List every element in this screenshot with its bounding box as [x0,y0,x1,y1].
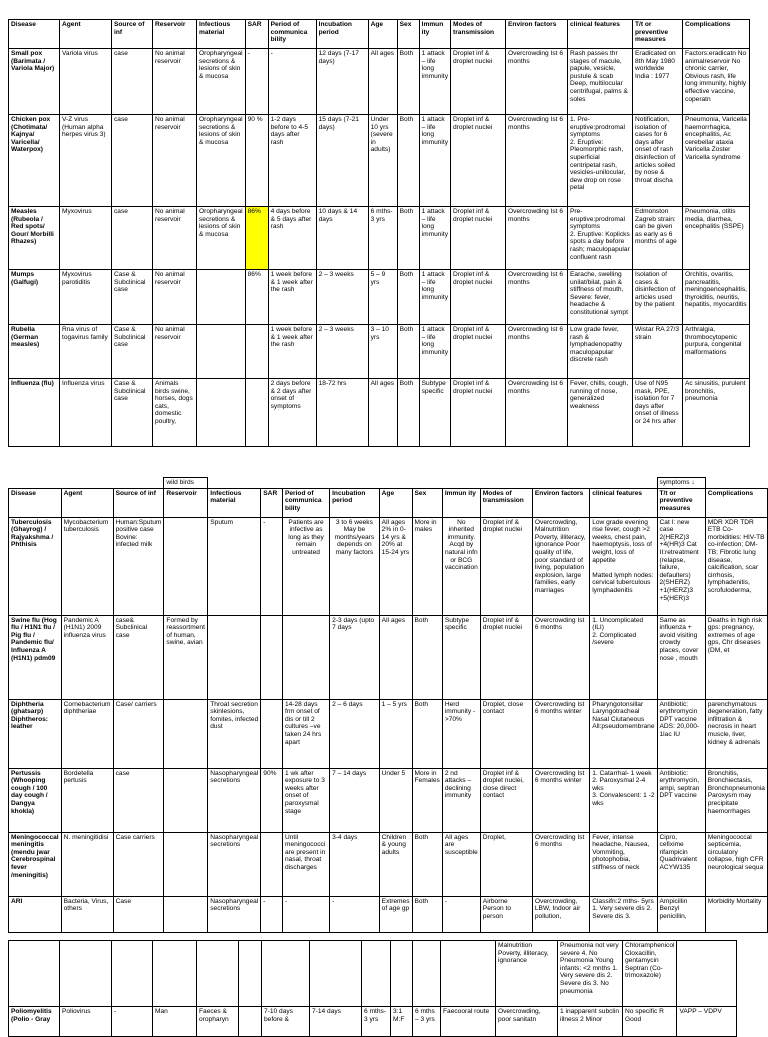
table-cell: Oropharyngeal secretions & lesions of skin & mucosa [197,207,246,270]
table-cell: Overcrowding, poor sanitatn [496,1007,558,1037]
table-cell: Airborne Person to person [480,896,532,932]
table-cell: Droplet inf & droplet nuclei [451,115,506,207]
header-cell: Immun ity [442,488,480,517]
header-cell: Environ factors [506,20,568,49]
table-cell: Classifn:2 mths- 5yrs 1. Very severe dis 2. Severe dis 3. [590,896,657,932]
table-cell [261,699,283,768]
table-cell: Both [397,115,419,207]
table-cell: Both [412,699,442,768]
table-cell: Overcrowding, Malnutrition Poverty, illiteracy, ignorance Poor quality of life, poor standard of living, population explosion, large families, early marriages [532,517,589,615]
empty-cell [705,478,767,489]
header-cell: Modes of transmission [480,488,532,517]
table-cell: Both [412,832,442,896]
empty-cell [590,478,657,489]
table-cell: Case/ carriers [113,699,164,768]
empty-cell [282,478,329,489]
table-cell: Bacteria, Virus, others [61,896,113,932]
disease-name: Measles (Rubeola / Red spots/ Gour/ Morbilli Rhazes) [9,207,60,270]
header-cell: Complications [683,20,750,49]
table-cell: Factors:eradicatn No animalreservoir No chronic carrier, Obvious rash, life long immunity, highly effective vaccine, coperatn [683,49,750,115]
table-cell: V-Z virus (Human alpha herpes virus 3) [60,115,112,207]
table-cell: 1 – 5 yrs [379,699,412,768]
table-cell: Subtype specific [419,379,450,447]
table-cell: Until meningococci are present in nasal, throat discharges [282,832,329,896]
table-cell [164,832,208,896]
table-cell [197,270,246,325]
table-cell: No animal reservoir [153,270,197,325]
table-cell: - [330,896,380,932]
table-header-row [9,488,768,517]
table-cell: Case & Subclinical case [112,379,153,447]
table-cell [261,615,283,699]
header-cell: T/t or preventive measures [633,20,683,49]
disease-name: Tuberculosis (Ghayrog) / Rajyakshma / Phthisis [9,517,62,615]
table-cell: VAPP – VDPV [677,1007,737,1037]
table-cell: No animal reservoir [153,49,197,115]
table-cell: Case carriers [113,832,164,896]
empty-cell [197,941,239,1007]
table-cell: Overcrowding Ist 6 months [506,270,568,325]
table-cell: 90 % [245,115,268,207]
header-cell: Source of inf [113,488,164,517]
table-cell: All ages are susceptible [442,832,480,896]
table-row [9,941,737,1007]
table-cell: Myxovirus [60,207,112,270]
table-cell: Pharyngotonsillar Laryngotracheal Nasal Ciutaneous All:pseudomembrane [590,699,657,768]
table-header-row [9,20,750,49]
table-cell: Faecooral route [441,1007,496,1037]
header-cell: Age [379,488,412,517]
table-cell: Low grade fever, rash & lymphadenopathy maculopapular discrete rash [568,325,633,379]
table-cell: Extremes of age gp [379,896,412,932]
header-cell: Infectious material [208,488,261,517]
disease-name: Rubella (German measles) [9,325,60,379]
table-cell: Droplet inf & droplet nuclei [451,270,506,325]
table-cell: Pneumonia, otitis media, diarrhea, encephalitis (SSPE) [683,207,750,270]
table-cell: Case [113,896,164,932]
table-cell: Children & young adults [379,832,412,896]
table-cell: No animal reservoir [153,115,197,207]
table-cell: 1 attack – life long immunity [419,325,450,379]
table-cell: Subtype specific [442,615,480,699]
table-cell: Throat secretion skinlesions, fomites, infected dust [208,699,261,768]
empty-cell [391,941,413,1007]
disease-name: Diphtheria (ghatsarp) Diphtheros: leather [9,699,62,768]
table-cell: case [112,207,153,270]
table-cell: 5 – 9 yrs [368,270,397,325]
table-cell [245,325,268,379]
table-cell: 86% [245,270,268,325]
table-cell: Low grade evening rise fever, cough >2 weeks, chest pain, haemoptysis, loss of weight, loss of appetite Matted lymph nodes: cervical tuberculous lymphadenitis [590,517,657,615]
table-cell: Arthralgia, thrombocytopenic purpura, congenital malformations [683,325,750,379]
table-cell: 4 days before & 5 days after rash [268,207,316,270]
empty-cell [441,941,496,1007]
table-cell: Ampicillin Benzyl penicillin, [657,896,705,932]
table-cell: Sputum [208,517,261,615]
table-cell [164,699,208,768]
table-cell: 1 inapparent subclin illness 2 Minor [558,1007,623,1037]
table-cell: Patients are infective as long as they remain untreated [282,517,329,615]
table-cell [239,1007,262,1037]
empty-cell [480,478,532,489]
table-cell: 3 – 10 yrs [368,325,397,379]
empty-cell [442,478,480,489]
table-cell: Influenza virus [60,379,112,447]
table-cell: All ages 2% in 0-14 yrs & 20% at 15-24 yrs [379,517,412,615]
empty-cell [60,941,112,1007]
table-cell: 1 attack – life long immunity [419,49,450,115]
table-cell: Overcrowding Ist 6 months [506,115,568,207]
header-cell: Incubation period [330,488,380,517]
table-cell [261,832,283,896]
header-cell: Sex [412,488,442,517]
table-cell: Overcrowding Ist 6 months winter [532,699,589,768]
empty-cell [239,941,262,1007]
table-cell: 15 days (7-21 days) [316,115,368,207]
table-cell: 1 attack – life long immunity [419,207,450,270]
header-cell: Source of inf [112,20,153,49]
table-cell: Deaths in high risk gps: pregnancy, extremes of age gps, Chr diseases (DM, et [705,615,767,699]
table-cell: parenchymatous degeneration, fatty infiltration & necrosis in heart muscle, liver, kidney & adrenals [705,699,767,768]
table-cell: 1. Uncomplicated (ILI) 2. Complicated /severe [590,615,657,699]
table-cell: Mycobacterium tuberculosis [61,517,113,615]
table-cell: Meningococcal septicemia, circulatory collapse, high CFR neurological sequa [705,832,767,896]
table-cell: 2 days before & 2 days after onset of symptoms [268,379,316,447]
table-cell [197,379,246,447]
table-cell: Ac sinusitis, purulent bronchitis, pneumonia [683,379,750,447]
table-cell: 1 attack – life long immunity [419,115,450,207]
header-cell: Environ factors [532,488,589,517]
table-cell: Overcrowding Ist 6 months [506,325,568,379]
table-cell [282,615,329,699]
table-cell: Wistar RA 27/3 strain [633,325,683,379]
table-cell: Antibiotic: erythromycin DPT vaccine ADS: 20,000-1lac IU [657,699,705,768]
table-cell: More in Females [412,768,442,832]
table-cell [164,517,208,615]
table-cell: - [442,896,480,932]
continuation-row [9,478,768,489]
table-cell: Cipro, cefixime rifampicin Quadrivalent ACYW135 [657,832,705,896]
table-cell: 7-14 days [310,1007,362,1037]
empty-cell [330,478,380,489]
table-cell: Nasopharyngeal secretions [208,832,261,896]
empty-cell [61,478,113,489]
header-cell: Period of communica bility [282,488,329,517]
table-cell: N. meningitidisi [61,832,113,896]
disease-table-1 [8,19,750,447]
empty-cell [262,941,310,1007]
table-cell: 2-3 days (upto 7 days [330,615,380,699]
empty-cell [113,478,164,489]
table-cell: Droplet inf & droplet nuclei [480,615,532,699]
table-cell: Under 10 yrs (severe in adults) [368,115,397,207]
header-cell: SAR [245,20,268,49]
table-row [9,517,768,615]
table-cell: Edmonston Zagreb strain: can be given as early as 6 months of age [633,207,683,270]
table-cell: - [261,517,283,615]
table-cell: No animal reservoir [153,325,197,379]
header-cell: SAR [261,488,283,517]
table-row [9,115,750,207]
table-cell: Faeces & oropharyn [197,1007,239,1037]
table-row [9,1007,737,1037]
table-cell: 7-10 days before & [262,1007,310,1037]
header-cell: Reservoir [164,488,208,517]
table-cell: 2 – 3 weeks [316,325,368,379]
table-cell: case [113,768,164,832]
table-cell: Animals birds swine, horses, dogs cats, domestic poultry, [153,379,197,447]
table-cell: Antibiotic: erythromycin, ampi, septran DPT vaccine [657,768,705,832]
table-cell: Nasopharyngeal secretions [208,896,261,932]
header-cell: Incubation period [316,20,368,49]
header-cell: Immun ity [419,20,450,49]
empty-cell [261,478,283,489]
table-cell: Bordetella pertusis [61,768,113,832]
table-cell: Droplet inf & droplet nuclei [451,325,506,379]
table-cell: case [112,115,153,207]
table-cell: Bronchitis, Bronchiectasis, Bronchopneumonia Paroxysm may precipitate haemorrhages [705,768,767,832]
header-cell: Sex [397,20,419,49]
table-cell: Pandemic A (H1N1) 2009 influenza virus [61,615,113,699]
table-cell: All ages [368,49,397,115]
empty-cell [677,941,737,1007]
table-cell: Morbidity Mortality [705,896,767,932]
table-cell: - [112,1007,153,1037]
table-cell: Oropharyngeal secretions & lesions of skin & mucosa [197,49,246,115]
table-cell: case& Subclinical case [113,615,164,699]
table-cell: Cornebacterium diphtheriae [61,699,113,768]
table-cell: No inherited immunity. Acqd by natural infn or BCG vaccination [442,517,480,615]
table-cell: 90% [261,768,283,832]
table-cell: 1 wk after exposure to 3 weeks after onset of paroxysmal stage [282,768,329,832]
table-cell: 1. Pre-eruptive:prodromal symptoms 2. Eruptive: Pleomorphic rash, superficial centripetal rash, vesicles-unilocular, dew drop on rose petal [568,115,633,207]
table-cell: Overcrowding Ist 6 months [506,49,568,115]
table-cell: Pneumonia not very severe 4. No Pneumonia Young infants: <2 mnths 1. Very severe dis 2. Severe dis 3. No pneumonia [558,941,623,1007]
table-cell-highlighted: 86% [245,207,268,270]
table-cell: Notification, isolation of cases for 6 days after onset of rash disinfection of articles soiled by nose & throat discha [633,115,683,207]
table-cell: Overcrowding Ist 6 months [506,207,568,270]
header-cell: Disease [9,20,60,49]
empty-cell [208,478,261,489]
empty-cell [413,941,441,1007]
table-cell [208,615,261,699]
table-cell: Both [397,49,419,115]
table-cell: Herd immunity ->70% [442,699,480,768]
table-cell: All ages [379,615,412,699]
table-cell: Droplet inf & droplet nuclei [451,49,506,115]
table-cell: case [112,49,153,115]
table-cell: - [268,49,316,115]
table-cell: 1 attack – life long immunity [419,270,450,325]
table-cell: Droplet inf & droplet nuclei [480,517,532,615]
table-row [9,768,768,832]
table-cell: Earache, swelling unilat/bilat, pain & stiffness of mouth, Severe: fever, headache & constitutional sympt [568,270,633,325]
table-cell: Case & Subclinical case [112,270,153,325]
continuation-cell: wild birds [164,478,208,489]
empty-cell [9,478,62,489]
empty-cell [362,941,391,1007]
table-cell: Man [153,1007,197,1037]
table-cell: 18-72 hrs [316,379,368,447]
table-cell: Orchitis, ovaritis, pancreatitis, meningoencephalitis, thyroiditis, neuritis, hepatitis, myocarditis [683,270,750,325]
header-cell: clinical features [590,488,657,517]
table-cell: 10 days & 14 days [316,207,368,270]
table-row [9,379,750,447]
table-cell: 6 mths – 3 yrs [413,1007,441,1037]
header-cell: T/t or preventive measures [657,488,705,517]
table-cell: Both [397,325,419,379]
disease-name: Poliomyelitis (Polio - Gray [9,1007,60,1037]
header-cell: Period of communica bility [268,20,316,49]
table-cell: Under 5 [379,768,412,832]
empty-cell [379,478,412,489]
table-cell: Droplet inf & droplet nuclei, close direct contact [480,768,532,832]
table-cell: Human:Sputum positive case Bovine: infected milk [113,517,164,615]
table-cell: Eradicated on 8th May 1980 worldwide India : 1977 [633,49,683,115]
table-cell: Formed by reassortment of human, swine, avian [164,615,208,699]
empty-cell [112,941,153,1007]
table-cell: Droplet inf & droplet nuclei [451,207,506,270]
header-cell: Disease [9,488,62,517]
table-cell: All ages [368,379,397,447]
table-cell: Both [397,379,419,447]
table-cell: Malnutrition Poverty, illiteracy, ignorance [496,941,558,1007]
table-cell: Overcrowding, LBW, Indoor air pollution, [532,896,589,932]
table-cell: Poliovirus [60,1007,112,1037]
table-cell: 3-4 days [330,832,380,896]
table-cell: Droplet inf & droplet nuclei [451,379,506,447]
table-cell: - [261,896,283,932]
disease-name: Influenza (flu) [9,379,60,447]
table-cell: - [245,49,268,115]
table-row [9,832,768,896]
table-cell: Droplet, close contact [480,699,532,768]
table-cell [197,325,246,379]
table-row [9,270,750,325]
disease-table-3 [8,940,737,1037]
disease-name: Swine flu (Hog flu / H1N1 flu / Pig flu / Pandemic flu/ Influenza A (H1N1) pdm09 [9,615,62,699]
header-cell: Agent [60,20,112,49]
disease-name: Mumps (Galfugi) [9,270,60,325]
table-cell: Use of N95 mask, PPE, isolation for 7 days after onset of illness or 24 hrs after [633,379,683,447]
table-cell: Same as influenza + avoid visiting crowdy places, cover nose , mouth [657,615,705,699]
disease-name: ARI [9,896,62,932]
table-cell: Pneumonia, Varicella haemorrhagica, encephalitis, Ac cerebellar ataxia Varicella Zoster Varicella syndrome [683,115,750,207]
header-cell: clinical features [568,20,633,49]
empty-cell [153,941,197,1007]
table-cell: Droplet, [480,832,532,896]
table-cell: Fever, intense headache, Nausea, Vommiting, photophobia, stiffness of neck [590,832,657,896]
empty-cell [532,478,589,489]
table-cell: No animal reservoir [153,207,197,270]
table-cell: Overcrowding Ist 6 months [506,379,568,447]
table-cell: Cat I: new case 2(HERZ)3 +4(HR)3 Cat II:retreatment (relapse, failure, defaulters) 2(SHERZ) +1(HERZ)3 +5(HER)3 [657,517,705,615]
table-row [9,896,768,932]
table-row [9,49,750,115]
table-cell: 1 week before & 1 week after the rash [268,325,316,379]
continuation-cell: symptoms ↓ [657,478,705,489]
table-cell: No specific R Good [623,1007,677,1037]
table-cell: 1-2 days before to 4-5 days after rash [268,115,316,207]
table-cell: Both [397,270,419,325]
header-cell: Reservoir [153,20,197,49]
table-row [9,615,768,699]
table-cell: 12 days (7-17 days) [316,49,368,115]
header-cell: Infectious material [197,20,246,49]
table-cell [245,379,268,447]
table-cell: Pre-eruptive:prodromal symptoms 2. Eruptive: Koplicks spots a day before rash; maculopapular confluent rash [568,207,633,270]
table-row [9,699,768,768]
table-cell: 3 to 6 weeks May be months/years depends on many factors [330,517,380,615]
table-cell: - [282,896,329,932]
table-cell: 2 – 3 weeks [316,270,368,325]
disease-name: Small pox (Barimata / Variola Major) [9,49,60,115]
header-cell: Age [368,20,397,49]
table-cell: Overcrowding Ist 6 months [532,832,589,896]
table-cell: 6 mths-3 yrs [362,1007,391,1037]
header-cell: Modes of transmission [451,20,506,49]
table-cell: Overcrowding Ist 6 months [532,615,589,699]
table-row [9,207,750,270]
table-cell: Variola virus [60,49,112,115]
table-cell: More in males [412,517,442,615]
table-cell: Myxovirus parotiditis [60,270,112,325]
disease-name: Pertussis (Whooping cough / 100 day cough / Dangya khokla) [9,768,62,832]
table-cell: MDR XDR TDR ETB Co-morbidities: HIV-TB co-infection; DM-TB; Fibrotic lung disease, calcification, scar cirrhosis, lymphadenitis, scrofuloderma, [705,517,767,615]
table-cell: 14-28 days frm onset of dis or till 2 cultures –ve taken 24 hrs apart [282,699,329,768]
table-cell: 1 week before & 1 week after the rash [268,270,316,325]
table-cell: Both [412,896,442,932]
table-cell: 3:1 M:F [391,1007,413,1037]
table-row [9,325,750,379]
table-cell: Rna virus of togavirus family [60,325,112,379]
table-cell: 1. Catarrhal- 1 week 2. Paroxysmal 2-4 wks 3. Convalescent: 1 -2 wks [590,768,657,832]
disease-name: Chicken pox (Chotimata/ Kajnya/ Varicella/ Waterpox) [9,115,60,207]
table-cell [164,768,208,832]
empty-cell [412,478,442,489]
table-cell: 6 mths-3 yrs [368,207,397,270]
empty-cell [310,941,362,1007]
table-cell: 2 nd attacks – declining immunity [442,768,480,832]
disease-table-2 [8,477,768,933]
table-cell: Rash passes thr stages of macule, papule, vesicle, pustule & scab Deep, multilocular centrifugal, palms & soles [568,49,633,115]
table-cell: Case & Subclinical case [112,325,153,379]
table-cell: Both [412,615,442,699]
table-cell: Fever, chills, cough, running of nose, generalized weakness [568,379,633,447]
table-cell: Isolation of cases & disinfection of articles used by the patient [633,270,683,325]
table-cell: Overcrowding Ist 6 months winter [532,768,589,832]
disease-name: Meningococcal meningitis (mendu jwar Cerebrospinal fever /meningitis) [9,832,62,896]
table-cell: Chloramphenicol Cloxacillin, gentamycin Septran (Co-trimoxazole) [623,941,677,1007]
table-cell: 7 – 14 days [330,768,380,832]
empty-cell [9,941,60,1007]
table-cell: 2 – 6 days [330,699,380,768]
header-cell: Agent [61,488,113,517]
table-cell: Oropharyngeal secretions & lesions of skin & mucosa [197,115,246,207]
header-cell: Complications [705,488,767,517]
table-cell [164,896,208,932]
table-cell: Both [397,207,419,270]
table-cell: Nasopharyngeal secretions [208,768,261,832]
